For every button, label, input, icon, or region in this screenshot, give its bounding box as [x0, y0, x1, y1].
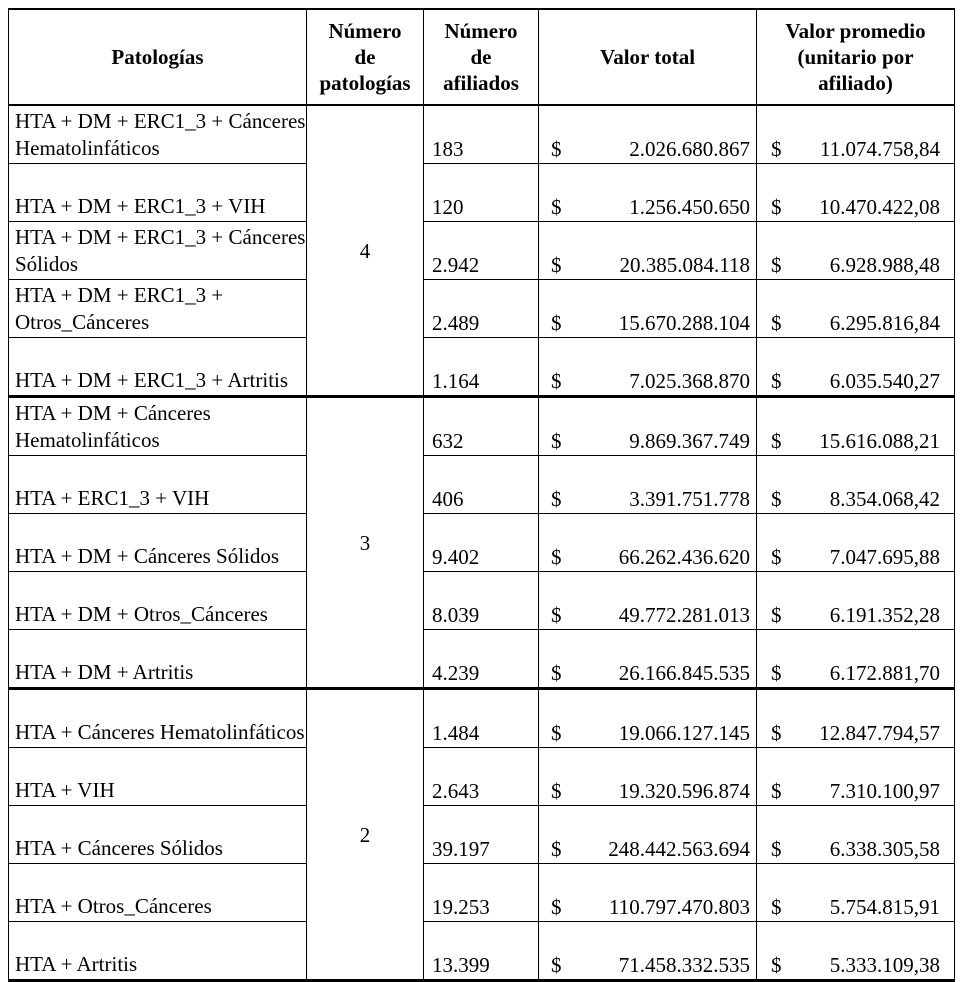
cell-afiliados: 8.039: [424, 572, 539, 630]
cell-valor-promedio: [757, 164, 955, 222]
currency-symbol: $: [771, 953, 782, 977]
currency-symbol: $: [551, 137, 562, 161]
valor-promedio-amount: 6.035.540,27: [829, 369, 940, 393]
cell-valor-total: [539, 572, 757, 630]
valor-promedio-amount: 10.470.422,08: [819, 195, 940, 219]
valor-promedio-amount: 12.847.794,57: [819, 721, 940, 745]
cell-patologias: HTA + Artritis: [9, 922, 307, 981]
cell-valor-total: [539, 630, 757, 689]
valor-total-amount: 19.320.596.874: [618, 779, 750, 803]
currency-symbol: $: [551, 661, 562, 685]
table-row: [9, 514, 955, 572]
valor-total-amount: 3.391.751.778: [629, 487, 750, 511]
cell-patologias: HTA + ERC1_3 + VIH: [9, 456, 307, 514]
table-row: [9, 922, 955, 981]
pathology-group: [9, 689, 955, 981]
currency-symbol: $: [551, 721, 562, 745]
currency-symbol: $: [551, 779, 562, 803]
cell-afiliados: 1.164: [424, 338, 539, 397]
cell-valor-total: [539, 456, 757, 514]
valor-promedio-amount: 5.333.109,38: [829, 953, 940, 977]
currency-symbol: $: [551, 603, 562, 627]
cell-valor-total: [539, 806, 757, 864]
cell-valor-total: [539, 338, 757, 397]
cell-patologias: HTA + DM + Cánceres Hematolinfáticos: [9, 397, 307, 456]
currency-symbol: $: [551, 369, 562, 393]
header-valor-promedio: Valor promedio (unitario por afiliado): [757, 9, 955, 105]
pathology-group: [9, 105, 955, 397]
valor-total-amount: 110.797.470.803: [609, 895, 750, 919]
currency-symbol: $: [771, 661, 782, 685]
currency-symbol: $: [551, 837, 562, 861]
currency-symbol: $: [771, 721, 782, 745]
currency-symbol: $: [771, 545, 782, 569]
pathology-cost-table: [8, 8, 955, 982]
currency-symbol: $: [771, 429, 782, 453]
cell-valor-total: [539, 689, 757, 748]
currency-symbol: $: [551, 545, 562, 569]
valor-total-amount: 15.670.288.104: [618, 311, 750, 335]
cell-valor-total: [539, 222, 757, 280]
table-row: [9, 280, 955, 338]
cell-afiliados: 39.197: [424, 806, 539, 864]
currency-symbol: $: [551, 311, 562, 335]
currency-symbol: $: [551, 429, 562, 453]
valor-total-amount: 71.458.332.535: [618, 953, 750, 977]
cell-valor-total: [539, 514, 757, 572]
cell-afiliados: 1.484: [424, 689, 539, 748]
cell-valor-total: [539, 105, 757, 164]
valor-promedio-amount: 6.338.305,58: [829, 837, 940, 861]
currency-symbol: $: [771, 603, 782, 627]
pathology-group: [9, 397, 955, 689]
cell-valor-total: [539, 164, 757, 222]
cell-valor-promedio: [757, 105, 955, 164]
valor-total-amount: 1.256.450.650: [629, 195, 750, 219]
currency-symbol: $: [551, 195, 562, 219]
valor-total-amount: 66.262.436.620: [618, 545, 750, 569]
valor-promedio-amount: 15.616.088,21: [819, 429, 940, 453]
valor-total-amount: 49.772.281.013: [618, 603, 750, 627]
cell-valor-promedio: [757, 689, 955, 748]
cell-afiliados: 4.239: [424, 630, 539, 689]
valor-promedio-amount: 6.295.816,84: [829, 311, 940, 335]
cell-valor-promedio: [757, 748, 955, 806]
cell-patologias: HTA + DM + ERC1_3 + Artritis: [9, 338, 307, 397]
cell-valor-total: [539, 864, 757, 922]
valor-promedio-amount: 7.047.695,88: [829, 545, 940, 569]
cell-valor-promedio: [757, 397, 955, 456]
currency-symbol: $: [551, 953, 562, 977]
header-numero-patologias: Número de patologías: [307, 9, 424, 105]
cell-afiliados: 13.399: [424, 922, 539, 981]
currency-symbol: $: [771, 895, 782, 919]
currency-symbol: $: [771, 253, 782, 277]
cell-valor-promedio: [757, 630, 955, 689]
cell-afiliados: 19.253: [424, 864, 539, 922]
valor-promedio-amount: 6.928.988,48: [829, 253, 940, 277]
table-row: [9, 630, 955, 689]
cell-patologias: HTA + Cánceres Hematolinfáticos: [9, 689, 307, 748]
cell-patologias: HTA + VIH: [9, 748, 307, 806]
cell-numero-patologias: 3: [307, 397, 424, 689]
header-patologias: Patologías: [9, 9, 307, 105]
currency-symbol: $: [551, 253, 562, 277]
valor-total-amount: 2.026.680.867: [629, 137, 750, 161]
table-row: [9, 748, 955, 806]
table-row: [9, 864, 955, 922]
cell-valor-promedio: [757, 864, 955, 922]
cell-patologias: HTA + DM + Otros_Cánceres: [9, 572, 307, 630]
table-row: [9, 456, 955, 514]
header-numero-afiliados: Número de afiliados: [424, 9, 539, 105]
cell-valor-promedio: [757, 514, 955, 572]
cell-patologias: HTA + DM + ERC1_3 + Cánceres Sólidos: [9, 222, 307, 280]
valor-promedio-amount: 11.074.758,84: [820, 137, 940, 161]
cell-patologias: HTA + DM + ERC1_3 + Cánceres Hematolinfáticos: [9, 105, 307, 164]
valor-promedio-amount: 5.754.815,91: [829, 895, 940, 919]
table-row: [9, 572, 955, 630]
header-valor-total: Valor total: [539, 9, 757, 105]
currency-symbol: $: [771, 837, 782, 861]
table-row: [9, 164, 955, 222]
cell-afiliados: 2.643: [424, 748, 539, 806]
currency-symbol: $: [771, 779, 782, 803]
valor-promedio-amount: 8.354.068,42: [829, 487, 940, 511]
cell-valor-promedio: [757, 456, 955, 514]
cell-numero-patologias: 4: [307, 105, 424, 397]
valor-total-amount: 20.385.084.118: [619, 253, 750, 277]
cell-patologias: HTA + Otros_Cánceres: [9, 864, 307, 922]
valor-total-amount: 26.166.845.535: [618, 661, 750, 685]
valor-promedio-amount: 6.172.881,70: [829, 661, 940, 685]
table-row: [9, 338, 955, 397]
cell-valor-total: [539, 748, 757, 806]
table-row: [9, 806, 955, 864]
currency-symbol: $: [771, 311, 782, 335]
cell-patologias: HTA + DM + Cánceres Sólidos: [9, 514, 307, 572]
cell-afiliados: 183: [424, 105, 539, 164]
cell-valor-promedio: [757, 280, 955, 338]
currency-symbol: $: [771, 195, 782, 219]
cell-patologias: HTA + DM + Artritis: [9, 630, 307, 689]
valor-promedio-amount: 6.191.352,28: [829, 603, 940, 627]
table-row: [9, 689, 955, 748]
cell-valor-promedio: [757, 572, 955, 630]
cell-afiliados: 632: [424, 397, 539, 456]
cell-valor-total: [539, 922, 757, 981]
cell-afiliados: 120: [424, 164, 539, 222]
cell-afiliados: 406: [424, 456, 539, 514]
table-row: [9, 222, 955, 280]
table-row: [9, 397, 955, 456]
valor-total-amount: 7.025.368.870: [629, 369, 750, 393]
cell-afiliados: 2.942: [424, 222, 539, 280]
cell-afiliados: 2.489: [424, 280, 539, 338]
table-row: [9, 105, 955, 164]
valor-total-amount: 19.066.127.145: [618, 721, 750, 745]
header-row: [9, 9, 955, 105]
cell-valor-total: [539, 280, 757, 338]
cell-patologias: HTA + DM + ERC1_3 + Otros_Cánceres: [9, 280, 307, 338]
valor-total-amount: 9.869.367.749: [629, 429, 750, 453]
currency-symbol: $: [771, 487, 782, 511]
currency-symbol: $: [771, 369, 782, 393]
valor-promedio-amount: 7.310.100,97: [829, 779, 940, 803]
cell-patologias: HTA + DM + ERC1_3 + VIH: [9, 164, 307, 222]
cell-patologias: HTA + Cánceres Sólidos: [9, 806, 307, 864]
cell-valor-promedio: [757, 222, 955, 280]
cell-numero-patologias: 2: [307, 689, 424, 981]
cell-valor-promedio: [757, 806, 955, 864]
cell-valor-promedio: [757, 922, 955, 981]
valor-total-amount: 248.442.563.694: [608, 837, 750, 861]
currency-symbol: $: [771, 137, 782, 161]
cell-afiliados: 9.402: [424, 514, 539, 572]
currency-symbol: $: [551, 895, 562, 919]
cell-valor-promedio: [757, 338, 955, 397]
currency-symbol: $: [551, 487, 562, 511]
cell-valor-total: [539, 397, 757, 456]
